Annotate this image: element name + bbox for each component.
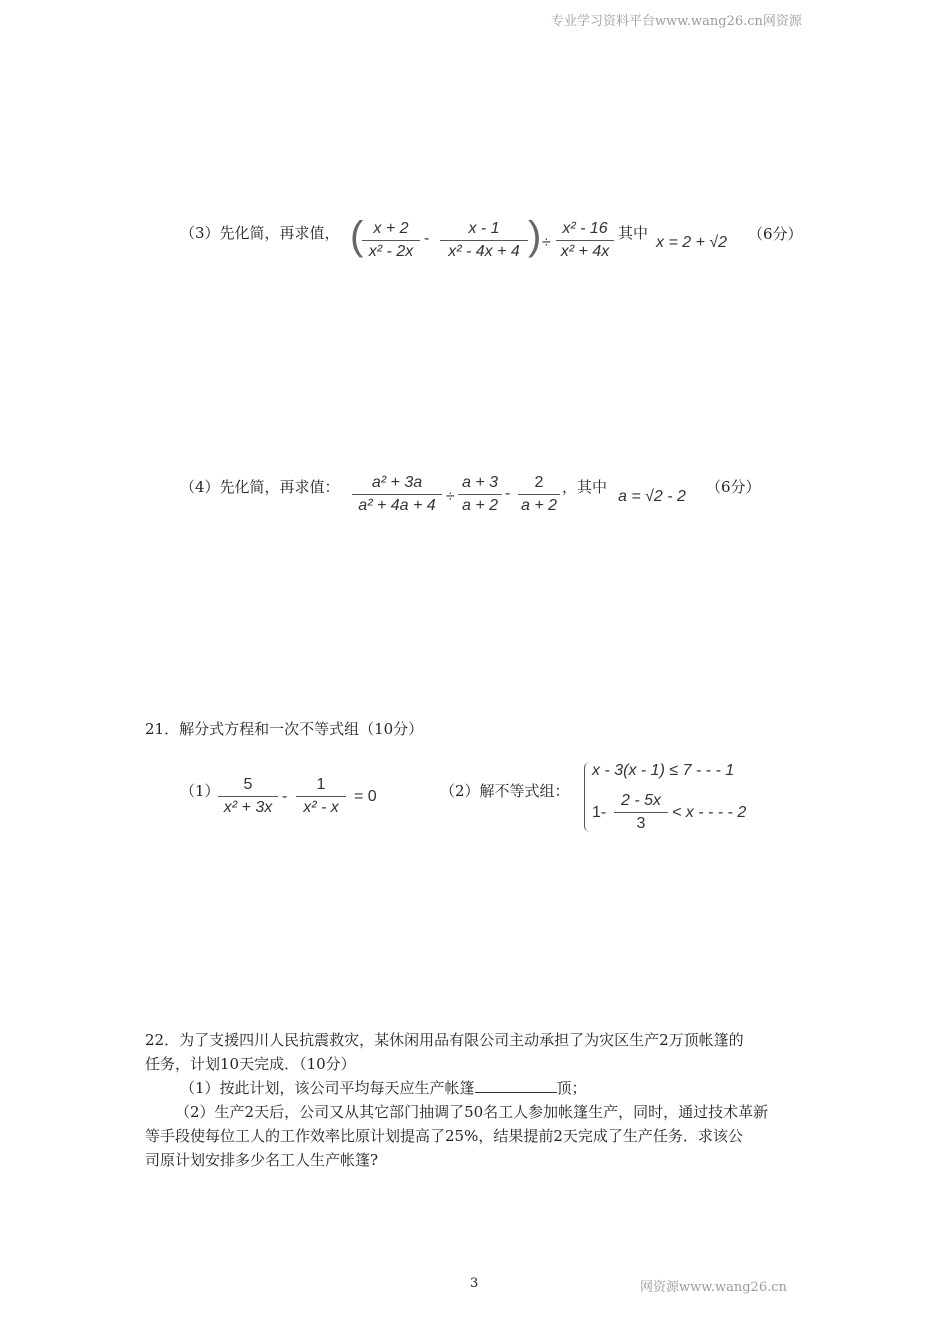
fraction-numerator: 1 <box>316 776 326 793</box>
footer-watermark: 网资源www.wang26.cn <box>640 1280 787 1295</box>
minus-sign: - <box>424 230 430 247</box>
inequality-2-prefix: 1- <box>592 804 607 821</box>
divide-sign: ÷ <box>446 488 455 505</box>
inequality-1: x - 3(x - 1) ≤ 7 - - - 1 <box>592 762 735 779</box>
condition: x = 2 + √2 <box>656 234 728 251</box>
fraction-denominator: a + 2 <box>461 497 499 514</box>
where-label: ，其中 <box>562 478 608 496</box>
q22-part-2-line-1: （2）生产2天后，公司又从其它部门抽调了50名工人参加帐篷生产，同时，通过技术革新 <box>175 1103 769 1121</box>
q22-part-2-line-2: 等手段使每位工人的工作效率比原计划提高了25%，结果提前2天完成了生产任务．求该公 <box>145 1127 743 1145</box>
divide-sign: ÷ <box>542 234 551 251</box>
q22-line-1: 22．为了支援四川人民抗震救灾，某休闲用品有限公司主动承担了为灾区生产2万顶帐篷的 <box>145 1031 744 1049</box>
score: （6分） <box>706 478 761 496</box>
fraction-numerator: x + 2 <box>373 220 409 237</box>
q20-4-fraction-1 <box>352 474 442 515</box>
fraction-numerator: a² + 3a <box>371 474 423 491</box>
fraction-denominator: 3 <box>636 815 646 832</box>
inequality-2-fraction <box>614 792 668 833</box>
q22-line-2: 任务，计划10天完成．（10分） <box>145 1055 356 1073</box>
q20-3-fraction-3 <box>556 220 614 261</box>
inequality-2-suffix: < x - - - - 2 <box>672 804 747 821</box>
q20-3-fraction-1 <box>362 220 420 261</box>
q20-4-fraction-2 <box>458 474 502 515</box>
q21-1-label: （1） <box>180 782 220 800</box>
fraction-denominator: x² - 2x <box>368 243 414 260</box>
fraction-denominator: x² + 3x <box>223 799 273 816</box>
q20-4-label: （4）先化简，再求值： <box>180 478 340 496</box>
minus-sign: - <box>282 788 288 805</box>
fraction-denominator: x² - x <box>303 799 339 816</box>
page-number: 3 <box>470 1276 479 1291</box>
fraction-numerator: x² - 16 <box>562 220 608 237</box>
fraction-denominator: x² - 4x + 4 <box>448 243 520 260</box>
question-22 <box>145 1028 815 1172</box>
q20-4-fraction-3 <box>518 474 560 515</box>
q21-1-fraction-2 <box>296 776 346 817</box>
minus-sign: - <box>505 485 511 502</box>
fraction-numerator: 2 <box>534 474 544 491</box>
q22-part-1 <box>145 1076 815 1100</box>
where-label: 其中 <box>618 224 649 242</box>
fraction-numerator: a + 3 <box>461 474 499 491</box>
q22-part-1-end: 顶； <box>556 1079 587 1097</box>
q22-part-1-text: （1）按此计划，该公司平均每天应生产帐篷 <box>180 1079 475 1097</box>
q20-3-label: （3）先化简，再求值， <box>180 224 340 242</box>
system-brace <box>584 762 591 832</box>
q21-1-fraction-1 <box>218 776 278 817</box>
fraction-denominator: a + 2 <box>520 497 558 514</box>
q21-title: 21．解分式方程和一次不等式组（10分） <box>145 720 424 738</box>
score: （6分） <box>748 225 803 243</box>
fraction-numerator: 2 - 5x <box>620 792 661 809</box>
condition: a = √2 - 2 <box>618 488 686 505</box>
equation-rhs: = 0 <box>354 788 377 805</box>
q20-3-fraction-2 <box>440 220 528 261</box>
right-paren: ) <box>528 214 542 258</box>
q22-part-2-line-3: 司原计划安排多少名工人生产帐篷? <box>145 1151 379 1169</box>
header-watermark: 专业学习资料平台www.wang26.cn网资源 <box>551 14 802 29</box>
fraction-denominator: x² + 4x <box>560 243 610 260</box>
left-paren: ( <box>350 214 364 258</box>
answer-blank <box>475 1080 557 1093</box>
q21-2-label: （2）解不等式组： <box>440 782 570 800</box>
fraction-numerator: 5 <box>243 776 253 793</box>
fraction-numerator: x - 1 <box>468 220 500 237</box>
fraction-denominator: a² + 4a + 4 <box>358 497 436 514</box>
